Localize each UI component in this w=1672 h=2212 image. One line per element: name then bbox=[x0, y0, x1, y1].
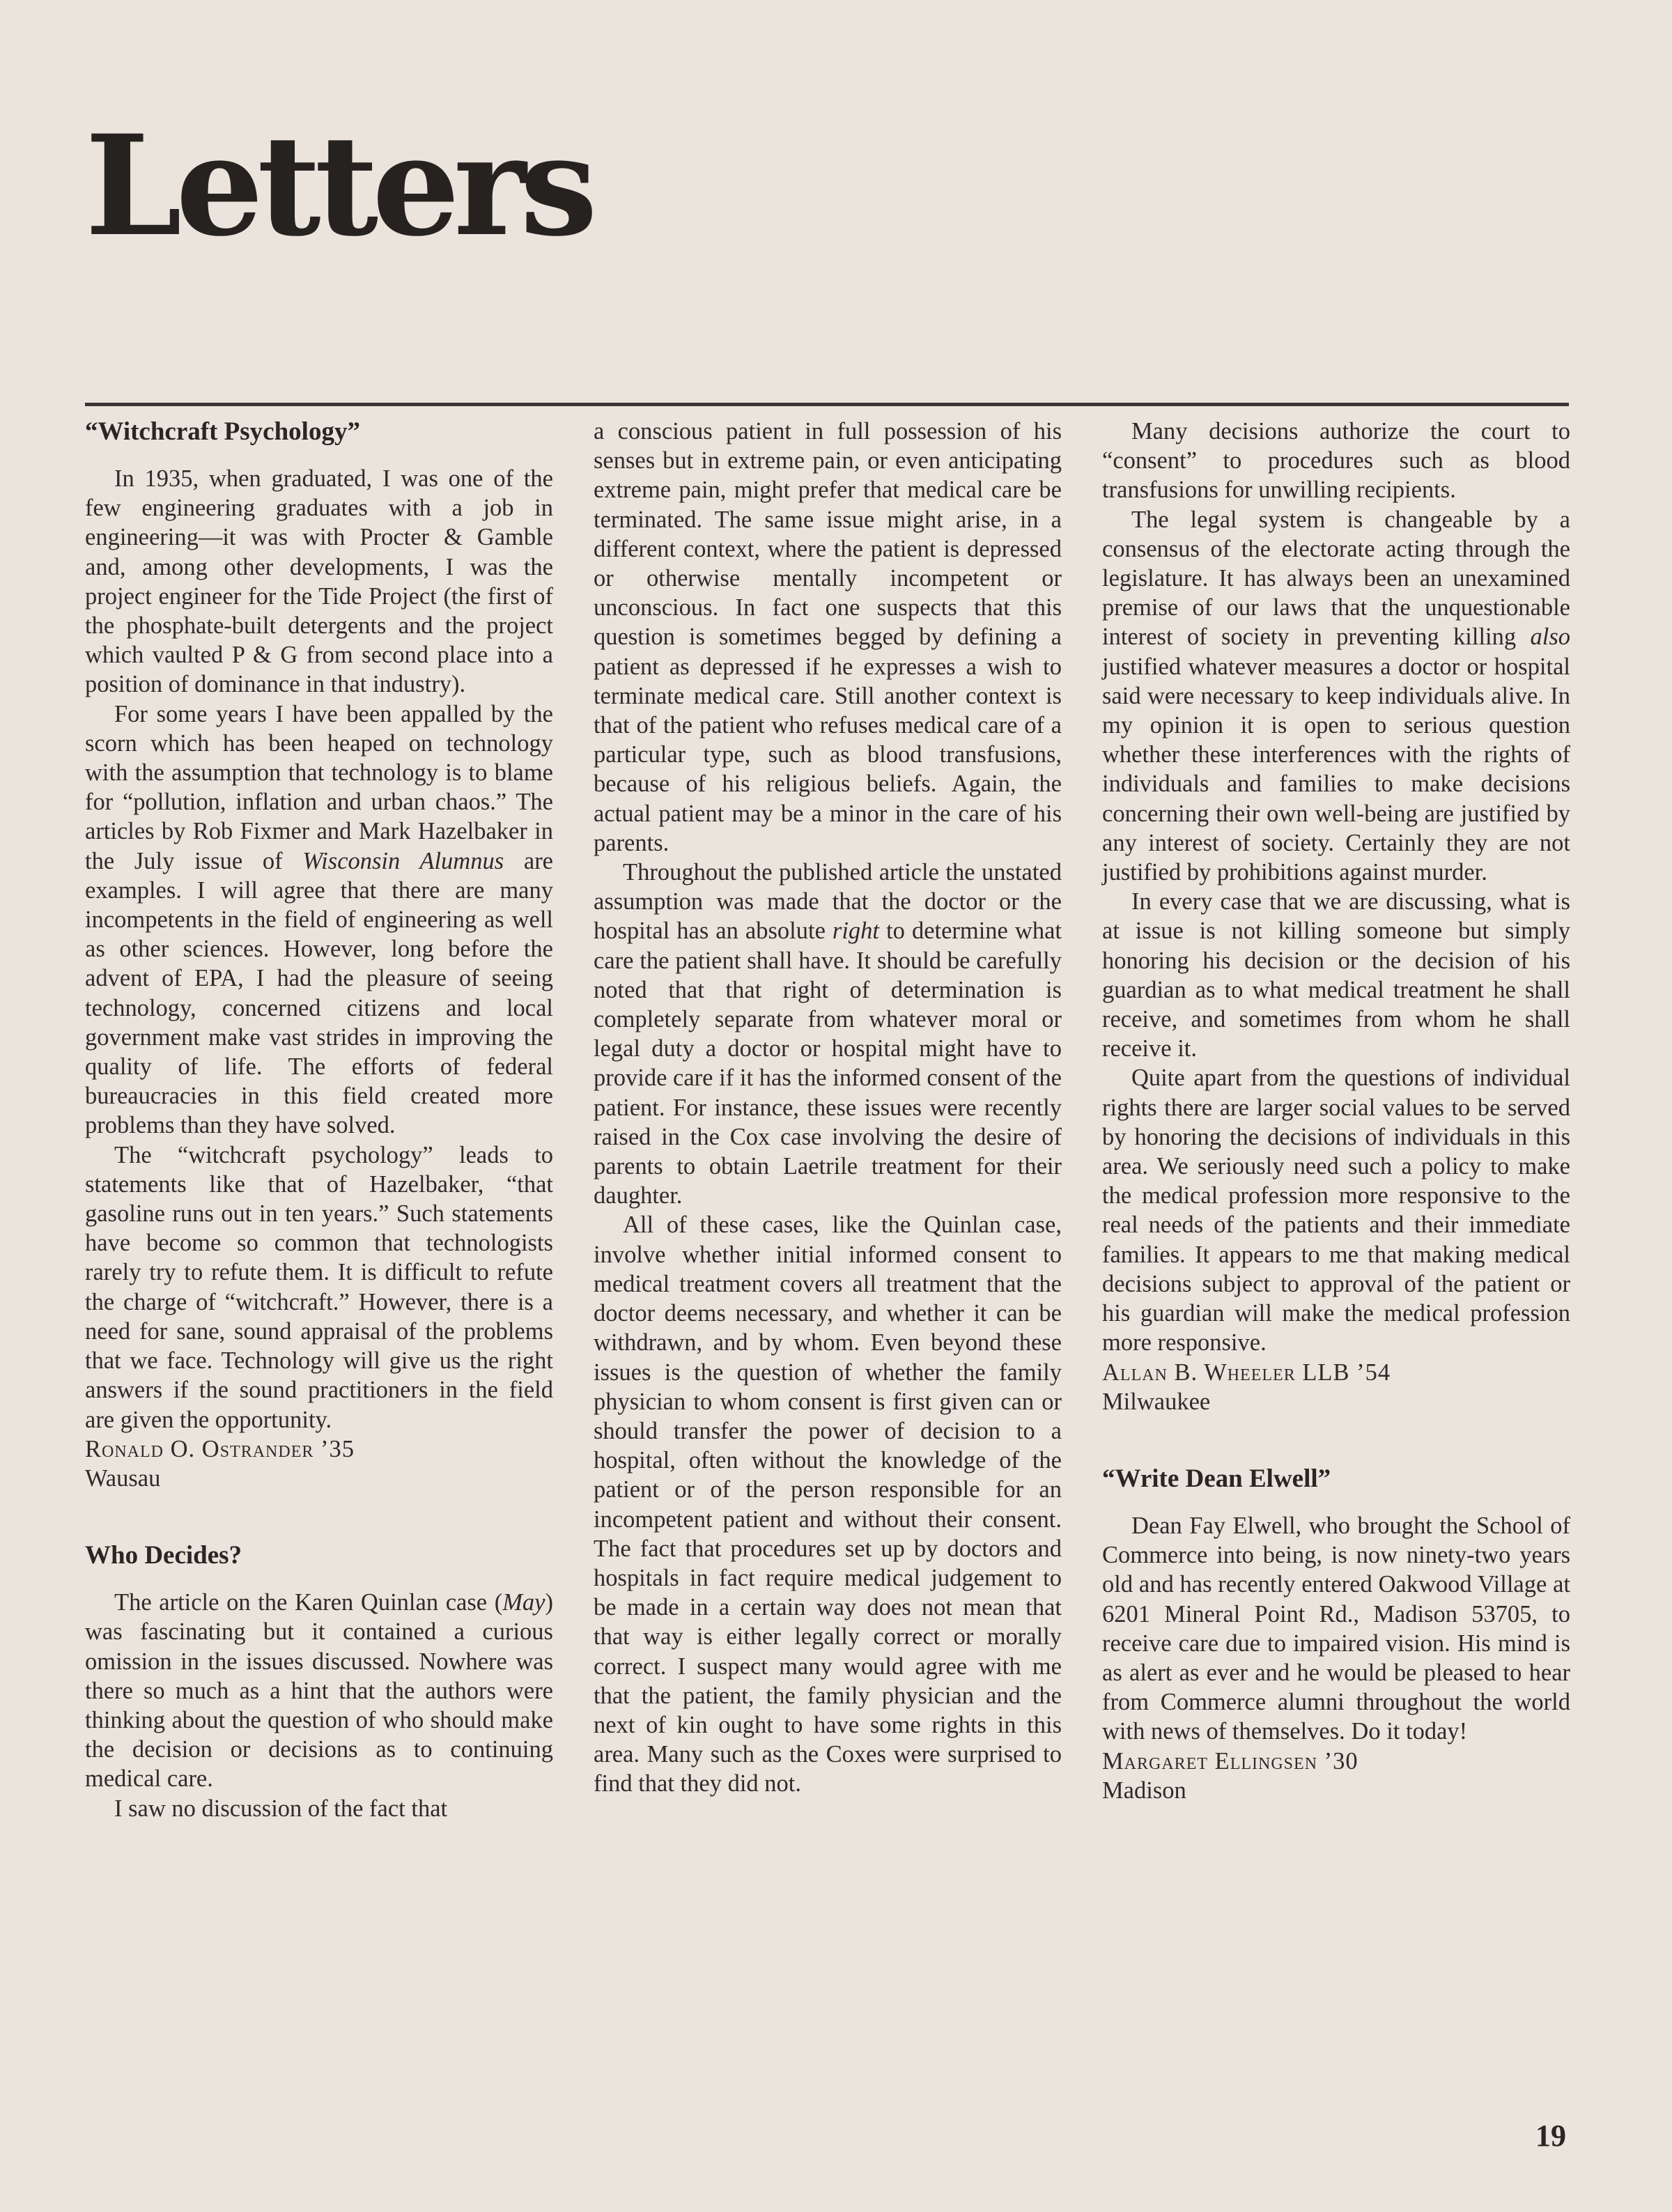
page-title: Letters bbox=[85, 105, 591, 267]
letter-paragraph: Many decisions authorize the court to “consent” to procedures such as blood transfusions for unwilling recipients. bbox=[1102, 418, 1570, 504]
column-1 bbox=[85, 417, 553, 1823]
letter-paragraph-continued: I saw no discussion of the fact that bbox=[114, 1795, 448, 1822]
letter-paragraph: The legal system is changeable by a consensus of the electorate acting through the legislature. It has always been an unexamined premise of our laws that the unquestionable interest of society in preventing killing also justified whatever measures a doctor or hospital said were necessary to keep individuals alive. In my opinion it is open to serious question whether these interferences with the rights of individuals and families to make decisions concerning their own well-being are justified by any interest of society. Certainly they are not justified by prohibitions against murder. bbox=[1102, 506, 1570, 886]
page-number: 19 bbox=[1535, 2119, 1566, 2153]
letter-paragraph: Throughout the published article the unstated assumption was made that the doctor or the hospital has an absolute right to determine what care the patient shall have. It should be carefully noted that that right of determination is completely separate from whatever moral or legal duty a doctor or hospital might have to provide care if it has the informed consent of the patient. For instance, these issues were recently raised in the Cox case involving the desire of parents to obtain Laetrile treatment for their daughter. bbox=[594, 859, 1062, 1209]
letter-heading-who-decides: Who Decides? bbox=[85, 1541, 242, 1570]
letter-paragraph: The “witchcraft psychology” leads to statements like that of Hazelbaker, “that gasoline runs out in ten years.” Such statements have become so common that technologists rarely try to refute them. It is difficult to refute the charge of “witchcraft.” However, there is a need for sane, sound appraisal of the problems that we face. Technology will give us the right answers if the sound practitioners in the field are given the opportunity. bbox=[85, 1141, 553, 1433]
letter-heading-write-dean-elwell: “Write Dean Elwell” bbox=[1102, 1464, 1331, 1493]
letter-paragraph: Dean Fay Elwell, who brought the School of Commerce into being, is now ninety-two years old and has recently entered Oakwood Village at 6201 Mineral Point Rd., Madison 53705, to receive care due to impaired vision. His mind is as alert as ever and he would be pleased to hear from Commerce alumni throughout the world with news of themselves. Do it today! bbox=[1102, 1512, 1570, 1745]
column-3 bbox=[1102, 417, 1570, 1805]
letter-place: Milwaukee bbox=[1102, 1388, 1211, 1415]
letter-signature: Margaret Ellingsen ’30 bbox=[1102, 1747, 1358, 1774]
letter-paragraph: In 1935, when graduated, I was one of the few engineering graduates with a job in engineering—it was with Procter & Gamble and, among other developments, I was the project engineer for the Tide Project (the first of the phosphate-built detergents and the project which vaulted P & G from second place into a position of dominance in that industry). bbox=[85, 465, 553, 698]
letter-paragraph: The article on the Karen Quinlan case (May) was fascinating but it contained a curious omission in the issues discussed. Nowhere was there so much as a hint that the authors were thinking about the question of who should make the decision or decisions as to continuing medical care. bbox=[85, 1589, 553, 1793]
letter-signature: Ronald O. Ostrander ’35 bbox=[85, 1435, 355, 1462]
letter-paragraph-continuation: a conscious patient in full possession of his senses but in extreme pain, or even anticipating extreme pain, might prefer that medical care be terminated. The same issue might arise, in a different context, where the patient is depressed or otherwise mentally incompetent or unconscious. In fact one suspects that this question is sometimes begged by defining a patient as depressed if he expresses a wish to terminate medical care. Still another context is that of the patient who refuses medical care of a particular type, such as blood transfusions, because of his religious beliefs. Again, the actual patient may be a minor in the care of his parents. bbox=[594, 418, 1062, 856]
letter-paragraph: All of these cases, like the Quinlan case, involve whether initial informed consent to medical treatment covers all treatment that the doctor deems necessary, and whether it can be withdrawn, and by whom. Even beyond these issues is the question of whether the family physician to whom consent is first given can or should transfer the power of decision to a hospital, often without the knowledge of the patient or of the person responsible for an incompetent patient and without their consent. The fact that procedures set up by doctors and hospitals in fact require medical judgement to be made in a certain way does not mean that that way is either legally correct or morally correct. I suspect many would agree with me that the patient, the family physician and the next of kin ought to have some rights in this area. Many such as the Coxes were surprised to find that they did not. bbox=[594, 1212, 1062, 1797]
letter-heading-witchcraft: “Witchcraft Psychology” bbox=[85, 417, 360, 446]
letter-place: Wausau bbox=[85, 1464, 161, 1492]
letter-signature: Allan B. Wheeler LLB ’54 bbox=[1102, 1359, 1391, 1386]
header-rule bbox=[85, 403, 1569, 406]
letter-paragraph: Quite apart from the questions of individual rights there are larger social values to be served by honoring the decisions of individuals in this area. We seriously need such a policy to make the medical profession more responsive to the real needs of the patients and their immediate families. It appears to me that making medical decisions subject to approval of the patient or his guardian will make the medical profession more responsive. bbox=[1102, 1065, 1570, 1356]
letter-paragraph: For some years I have been appalled by the scorn which has been heaped on technology with the assumption that technology is to blame for “pollution, inflation and urban chaos.” The articles by Rob Fixmer and Mark Hazelbaker in the July issue of Wisconsin Alumnus are examples. I will agree that there are many incompetents in the field of engineering as well as other sciences. However, long before the advent of EPA, I had the pleasure of seeing technology, concerned citizens and local government make vast strides in improving the quality of life. The efforts of federal bureaucracies in this field created more problems than they have solved. bbox=[85, 700, 553, 1139]
column-2 bbox=[594, 417, 1062, 1799]
letter-paragraph: In every case that we are discussing, what is at issue is not killing someone but simply honoring his decision or the decision of his guardian as to what medical treatment he shall receive, and sometimes from whom he shall receive it. bbox=[1102, 888, 1570, 1062]
letter-place: Madison bbox=[1102, 1777, 1186, 1804]
